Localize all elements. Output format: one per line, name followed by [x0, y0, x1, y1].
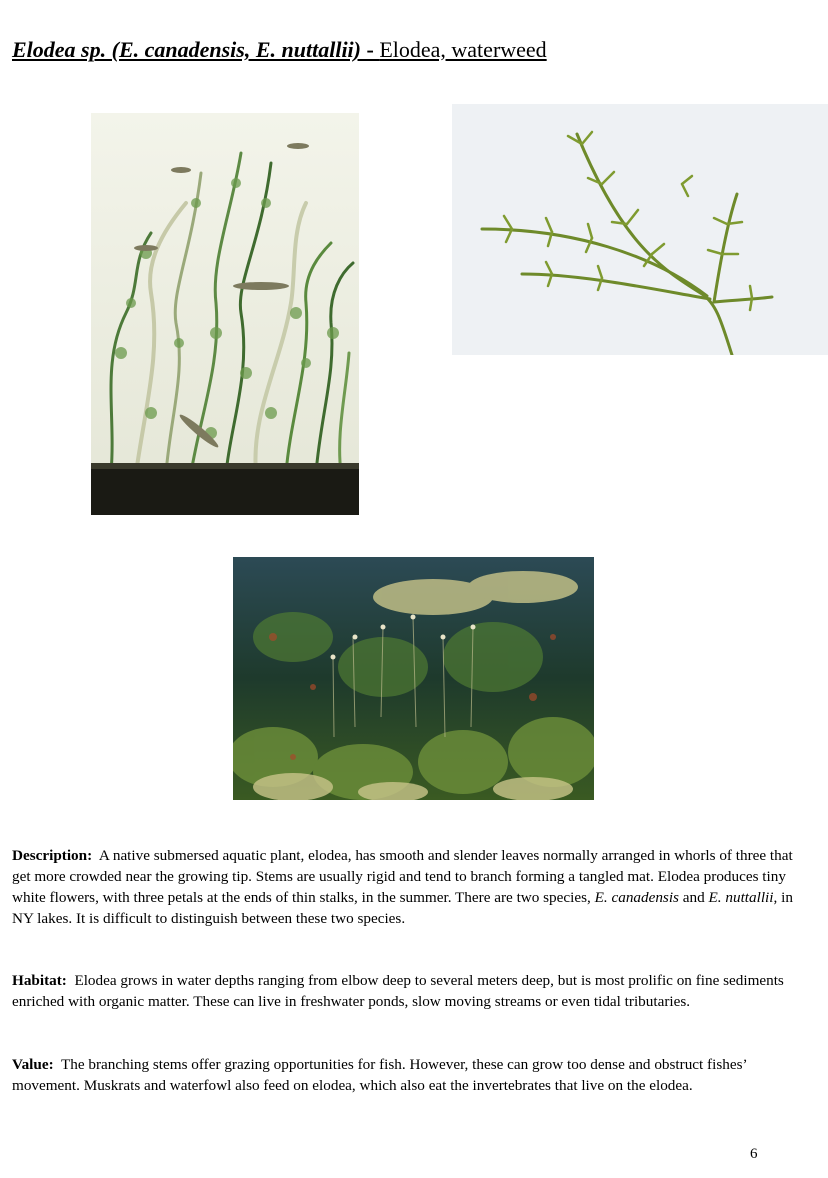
description-paragraph — [12, 845, 814, 929]
value-paragraph — [12, 1054, 814, 1096]
page-title — [12, 36, 547, 64]
description-text-2: and — [678, 889, 709, 906]
page-number: 6 — [750, 1146, 758, 1162]
habitat-label: Habitat: — [12, 972, 67, 989]
common-name: Elodea, waterweed — [379, 37, 547, 62]
habitat-paragraph — [12, 970, 814, 1012]
photo-elodea-underwater — [233, 557, 594, 800]
species-nuttallii: E. nuttallii — [708, 889, 774, 906]
description-label: Description: — [12, 847, 93, 864]
habitat-text: Elodea grows in water depths ranging from elbow deep to several meters deep, but is most prolific on fine sediments enriched with organic matter. These can live in freshwater ponds, slow moving streams or even tidal tributaries. — [12, 972, 784, 1010]
title-separator: - — [361, 37, 380, 62]
value-label: Value: — [12, 1056, 54, 1073]
value-text: The branching stems offer grazing opportunities for fish. However, these can grow too dense and obstruct fishes’ movement. Muskrats and waterfowl also feed on elodea, which also eat the invertebrates that live on the elodea. — [12, 1056, 747, 1094]
scientific-name: Elodea sp. (E. canadensis, E. nuttallii) — [12, 37, 361, 62]
description-text-1: A native submersed aquatic plant, elodea, has smooth and slender leaves normally arranged in whorls of three that get more crowded near the growing tip. Stems are usually rigid and tend to branch forming a tangled mat. Elodea produces tiny white flowers, with three petals at the ends of thin stalks, in the summer. There are two species, — [12, 847, 793, 906]
description-text-3: , in NY lakes. It is difficult to distinguish between these two species. — [12, 889, 793, 927]
photo-elodea-aquarium — [91, 113, 359, 515]
photo-elodea-sprig — [452, 104, 828, 355]
species-canadensis: E. canadensis — [594, 889, 679, 906]
